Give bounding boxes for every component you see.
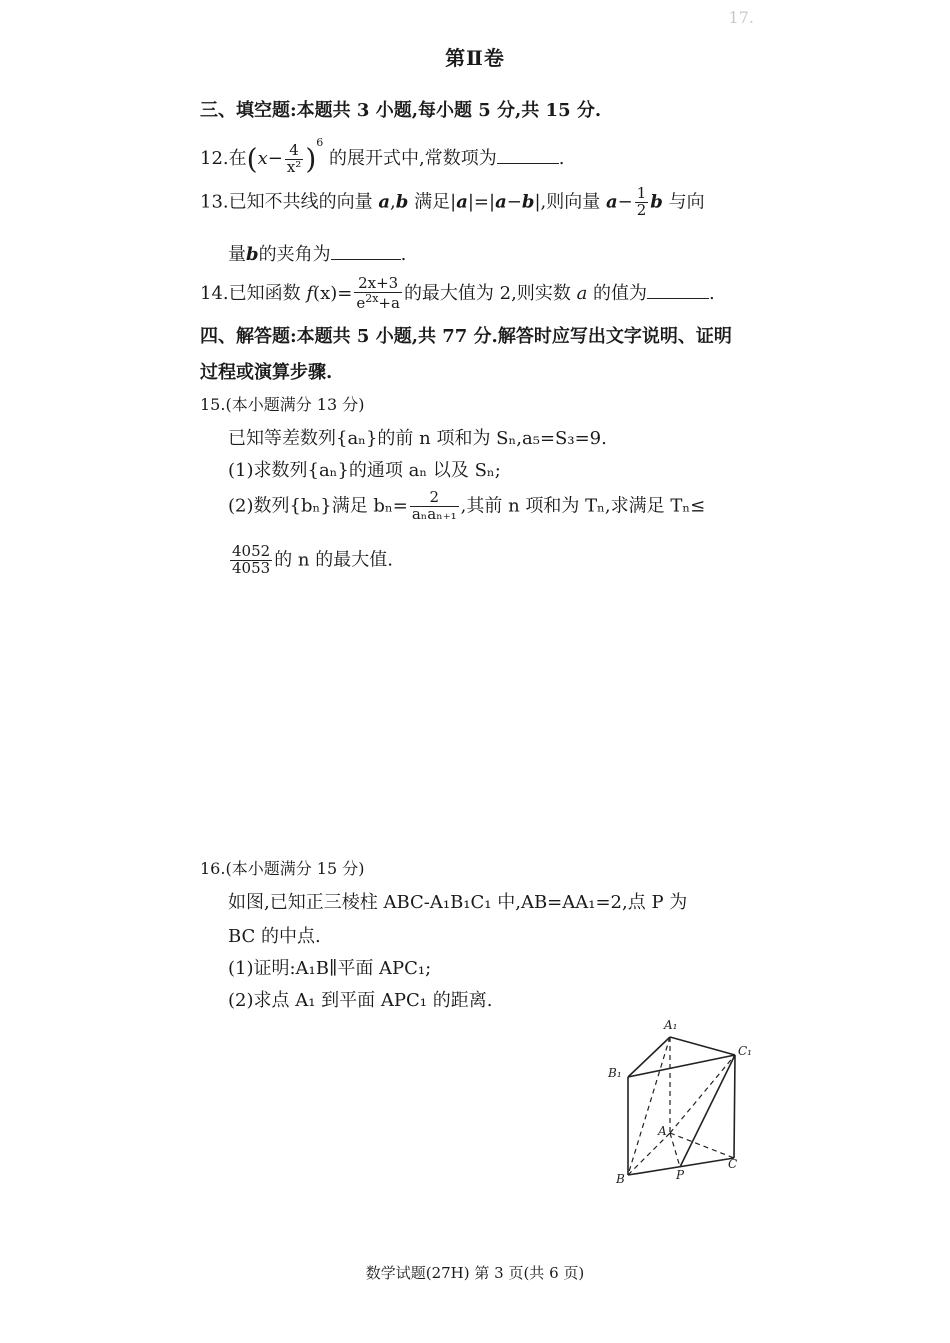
q14-post2: 的值为	[593, 282, 648, 304]
question-14	[200, 276, 715, 312]
q13-fraction	[635, 186, 649, 219]
section-title: 第Ⅱ卷	[445, 46, 505, 70]
q15-p2b-fraction	[230, 544, 272, 577]
q13-minus: −	[506, 191, 522, 213]
q14-fx: (x)=	[313, 282, 353, 304]
q13-comma: ,	[390, 191, 396, 213]
edge-a1-c1	[670, 1037, 735, 1055]
question-13-line2	[228, 240, 406, 266]
q12-right-paren: )	[305, 142, 317, 176]
q12-answer-blank[interactable]	[497, 147, 559, 164]
q16-part1: (1)证明:A₁B∥平面 APC₁;	[228, 958, 432, 979]
q13-vector-a2: a	[456, 191, 468, 213]
label-c1: C₁	[738, 1044, 752, 1058]
q15-p2-post: ,其前 n 项和为 Tₙ,求满足 Tₙ≤	[460, 495, 706, 517]
q15-p2b-frac-num: 4052	[232, 542, 271, 560]
q12-x: x	[257, 148, 268, 169]
q13-answer-blank[interactable]	[331, 243, 401, 260]
q13-text2: 满足|	[414, 191, 457, 213]
q14-answer-blank[interactable]	[647, 282, 709, 299]
q12-end: .	[558, 148, 565, 169]
q12-left-paren: (	[246, 142, 258, 176]
q13-text1: 已知不共线的向量	[228, 191, 373, 213]
q14-pre: 已知函数	[228, 282, 301, 304]
label-a1: A₁	[664, 1018, 678, 1032]
q12-frac-den: x²	[286, 157, 302, 176]
q14-number: 14.	[200, 282, 229, 304]
edge-c1-c	[734, 1055, 735, 1158]
q14-den-tail: +a	[378, 293, 400, 312]
q16-stem-line2: BC 的中点.	[228, 926, 321, 947]
q12-post: 的展开式中,常数项为	[328, 148, 497, 169]
q14-end: .	[709, 282, 715, 304]
q12-fraction	[285, 140, 303, 176]
q12-minus: −	[267, 148, 283, 169]
q12-exponent: 6	[316, 136, 324, 149]
q13-number: 13.	[200, 191, 229, 213]
q14-f: f	[306, 282, 314, 304]
q13-line2-pre: 量	[228, 244, 246, 265]
q12-pre: 在	[228, 148, 247, 169]
segment-a-p	[670, 1133, 680, 1167]
q13-vector-a4: a	[605, 191, 618, 213]
q13-vector-b: b	[395, 191, 409, 213]
question-12	[200, 136, 564, 176]
q15-part2-line2	[228, 544, 393, 577]
q13-minus2: −	[617, 191, 633, 213]
q15-p2-frac-den: aₙaₙ₊₁	[411, 504, 457, 523]
q13-vector-b3: b	[650, 191, 663, 213]
label-p: P	[676, 1168, 685, 1182]
edge-a-c	[670, 1133, 734, 1158]
label-b1: B₁	[608, 1066, 622, 1080]
q15-part2	[228, 490, 705, 523]
q13-frac-num: 1	[636, 184, 647, 202]
label-c: C	[728, 1157, 738, 1171]
q13-end: .	[400, 244, 407, 265]
q12-number: 12.	[200, 148, 229, 169]
q15-header: 15.(本小题满分 13 分)	[200, 395, 365, 414]
q16-part2: (2)求点 A₁ 到平面 APC₁ 的距离.	[228, 990, 493, 1011]
page-footer: 数学试题(27H) 第 3 页(共 6 页)	[365, 1264, 585, 1282]
q14-frac-den	[354, 293, 402, 312]
q15-p2-frac-num: 2	[410, 490, 459, 507]
q13-text4: |,则向量	[534, 191, 601, 213]
part3-heading: 三、填空题:本题共 3 小题,每小题 5 分,共 15 分.	[200, 100, 602, 121]
q15-p2b-frac-den: 4053	[232, 558, 271, 577]
q14-frac-num: 2x+3	[354, 276, 402, 293]
q16-header: 16.(本小题满分 15 分)	[200, 859, 365, 878]
q13-text3: |=|	[467, 191, 496, 213]
q13-vector-a: a	[378, 191, 391, 213]
q13-vector-b2: b	[521, 191, 535, 213]
q12-frac-num: 4	[285, 143, 303, 160]
q13-vector-b4: b	[246, 244, 259, 265]
prism-figure	[600, 1015, 770, 1190]
label-a: A	[658, 1124, 667, 1138]
q14-a: a	[576, 282, 588, 304]
q14-den-base: e	[356, 293, 366, 312]
q16-stem-line1: 如图,已知正三棱柱 ABC-A₁B₁C₁ 中,AB=AA₁=2,点 P 为	[228, 892, 688, 913]
q13-frac-den: 2	[636, 200, 647, 219]
q13-line2-post: 的夹角为	[258, 244, 331, 265]
q14-den-exp: 2x	[365, 291, 379, 305]
q13-vector-a3: a	[495, 191, 507, 213]
q15-part1: (1)求数列{aₙ}的通项 aₙ 以及 Sₙ;	[228, 460, 501, 481]
q15-stem: 已知等差数列{aₙ}的前 n 项和为 Sₙ,a₅=S₃=9.	[228, 428, 607, 449]
corner-mark: 17.	[728, 8, 754, 27]
q14-fraction	[354, 276, 402, 312]
q15-p2-pre: (2)数列{bₙ}满足 bₙ=	[228, 495, 408, 517]
q14-post: 的最大值为 2,则实数	[403, 282, 571, 304]
label-b: B	[616, 1172, 625, 1186]
question-13	[200, 186, 705, 219]
q13-text5: 与向	[668, 191, 705, 213]
part4-heading-line1: 四、解答题:本题共 5 小题,共 77 分.解答时应写出文字说明、证明	[200, 326, 732, 347]
q15-p2b-post: 的 n 的最大值.	[274, 549, 393, 571]
part4-heading-line2: 过程或演算步骤.	[200, 362, 333, 383]
q15-p2-fraction	[410, 490, 459, 523]
